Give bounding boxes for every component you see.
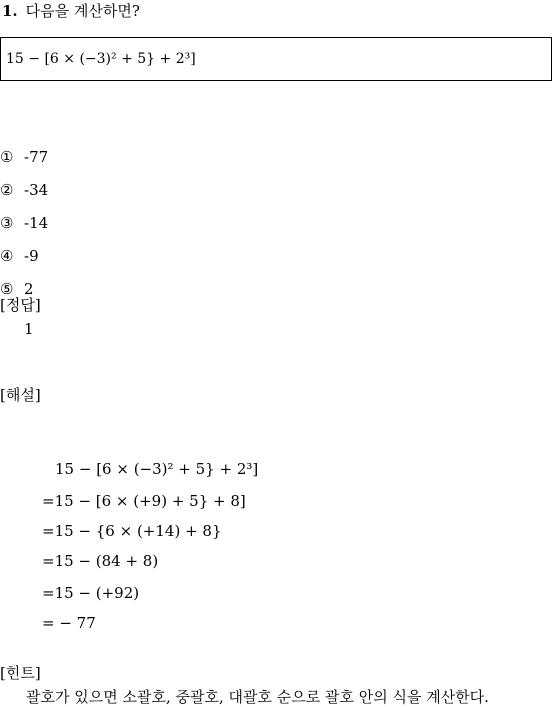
problem-expression-box [0, 37, 552, 81]
answer-label: [정답] [0, 296, 41, 314]
explanation-step-3: =15 − {6 × (+14) + 8} [42, 522, 222, 540]
choice-text: -34 [24, 181, 49, 199]
answer-value: 1 [24, 320, 34, 338]
choice-1[interactable] [0, 148, 48, 166]
explanation-step-6: = − 77 [42, 614, 96, 632]
question-header [2, 0, 140, 21]
choice-marker: ⑤ [0, 280, 14, 298]
explanation-step-4: =15 − (84 + 8) [42, 552, 159, 570]
choice-marker: ③ [0, 214, 14, 232]
explanation-label: [해설] [0, 386, 41, 404]
hint-text: 괄호가 있으면 소괄호, 중괄호, 대괄호 순으로 괄호 안의 식을 계산한다. [26, 688, 489, 706]
choice-text: 2 [24, 280, 34, 298]
question-number: 1. [2, 2, 18, 20]
explanation-step-1: 15 − [6 × (−3)² + 5} + 2³] [55, 460, 259, 478]
choice-text: -9 [24, 247, 39, 265]
choice-marker: ② [0, 181, 14, 199]
choice-3[interactable] [0, 214, 48, 232]
question-prompt: 다음을 계산하면? [25, 2, 140, 20]
choice-4[interactable] [0, 247, 39, 265]
problem-expression: 15 − [6 × (−3)² + 5} + 2³] [6, 51, 196, 67]
explanation-step-5: =15 − (+92) [42, 584, 140, 602]
choice-2[interactable] [0, 181, 48, 199]
choice-marker: ① [0, 148, 14, 166]
choice-text: -14 [24, 214, 49, 232]
choice-text: -77 [24, 148, 49, 166]
hint-label: [힌트] [0, 664, 41, 682]
explanation-step-2: =15 − [6 × (+9) + 5} + 8] [42, 492, 246, 510]
choice-marker: ④ [0, 247, 14, 265]
